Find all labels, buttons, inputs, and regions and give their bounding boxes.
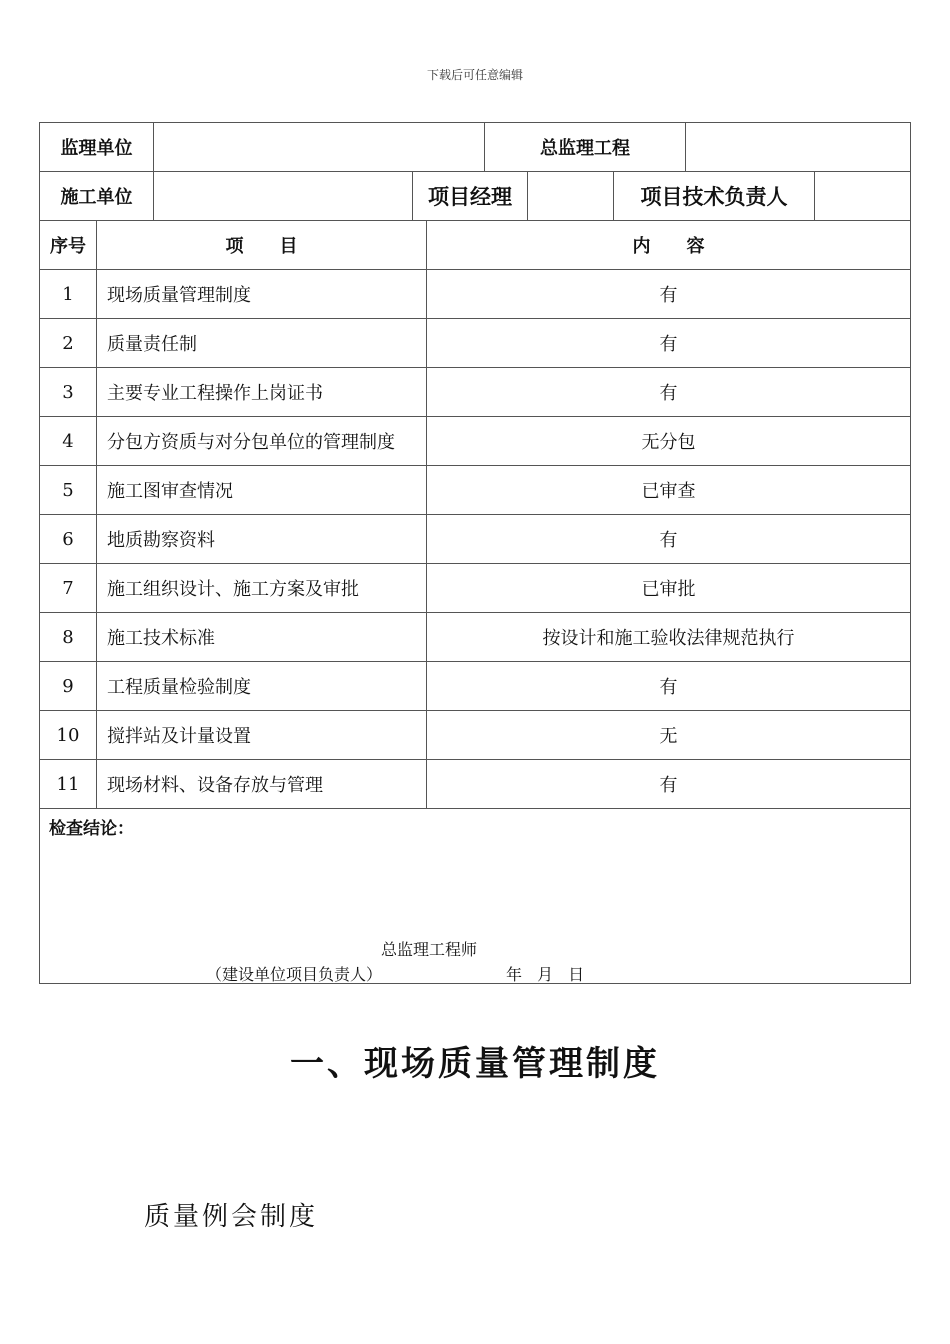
header-no: 序号 xyxy=(40,221,97,269)
inspection-form xyxy=(39,122,911,984)
row-content: 有 xyxy=(659,530,678,551)
row-content: 有 xyxy=(659,334,678,355)
tech-lead-field[interactable] xyxy=(815,172,910,220)
table-row xyxy=(40,270,910,319)
row-item: 地质勘察资料 xyxy=(97,515,427,563)
chief-engineer-label: 总监理工程 xyxy=(485,123,686,171)
table-row xyxy=(40,564,910,613)
row-item: 现场材料、设备存放与管理 xyxy=(97,760,427,808)
row-number: 8 xyxy=(40,613,97,661)
table-row xyxy=(40,711,910,760)
row-content: 无分包 xyxy=(641,432,696,453)
row-number: 7 xyxy=(40,564,97,612)
row-number: 6 xyxy=(40,515,97,563)
row-item: 工程质量检验制度 xyxy=(97,662,427,710)
info-row-supervision xyxy=(40,123,910,172)
row-content: 已审查 xyxy=(641,481,696,502)
table-row xyxy=(40,466,910,515)
conclusion-area xyxy=(40,809,910,983)
row-item: 质量责任制 xyxy=(97,319,427,367)
row-item: 施工组织设计、施工方案及审批 xyxy=(97,564,427,612)
row-item: 分包方资质与对分包单位的管理制度 xyxy=(97,417,427,465)
table-row xyxy=(40,515,910,564)
row-content: 已审批 xyxy=(641,579,696,600)
info-row-construction xyxy=(40,172,910,221)
tech-lead-label: 项目技术负责人 xyxy=(614,172,815,220)
row-number: 9 xyxy=(40,662,97,710)
row-number: 3 xyxy=(40,368,97,416)
header-note: 下载后可任意编辑 xyxy=(426,68,523,82)
sub-title: 质量例会制度 xyxy=(144,1202,319,1232)
row-number: 11 xyxy=(40,760,97,808)
row-number: 10 xyxy=(40,711,97,759)
section-title: 一、现场质量管理制度 xyxy=(290,1044,660,1084)
header-item: 项 目 xyxy=(97,221,427,269)
conclusion-label: 检查结论： xyxy=(49,819,134,839)
table-row xyxy=(40,368,910,417)
row-item: 现场质量管理制度 xyxy=(97,270,427,318)
row-item: 主要专业工程操作上岗证书 xyxy=(97,368,427,416)
row-item: 搅拌站及计量设置 xyxy=(97,711,427,759)
table-body xyxy=(40,270,910,809)
signature-date: 年 月 日 xyxy=(506,965,585,984)
row-content: 按设计和施工验收法律规范执行 xyxy=(542,628,795,649)
supervision-unit-field[interactable] xyxy=(154,123,485,171)
signer-title: 总监理工程师 xyxy=(381,940,478,959)
project-manager-label: 项目经理 xyxy=(413,172,528,220)
table-row xyxy=(40,319,910,368)
table-row xyxy=(40,662,910,711)
table-row xyxy=(40,613,910,662)
row-content: 无 xyxy=(659,726,678,747)
header-content: 内 容 xyxy=(632,236,705,257)
construction-unit-field[interactable] xyxy=(154,172,413,220)
row-content: 有 xyxy=(659,677,678,698)
table-row xyxy=(40,760,910,809)
signer-subtitle: （建设单位项目负责人） xyxy=(206,965,383,984)
project-manager-field[interactable] xyxy=(528,172,614,220)
construction-unit-label: 施工单位 xyxy=(40,172,154,220)
row-item: 施工图审查情况 xyxy=(97,466,427,514)
chief-engineer-field[interactable] xyxy=(686,123,910,171)
row-number: 1 xyxy=(40,270,97,318)
table-row xyxy=(40,417,910,466)
row-item: 施工技术标准 xyxy=(97,613,427,661)
table-header-row xyxy=(40,221,910,270)
row-content: 有 xyxy=(659,285,678,306)
row-number: 5 xyxy=(40,466,97,514)
row-number: 2 xyxy=(40,319,97,367)
row-content: 有 xyxy=(659,383,678,404)
row-content: 有 xyxy=(659,775,678,796)
supervision-unit-label: 监理单位 xyxy=(40,123,154,171)
row-number: 4 xyxy=(40,417,97,465)
